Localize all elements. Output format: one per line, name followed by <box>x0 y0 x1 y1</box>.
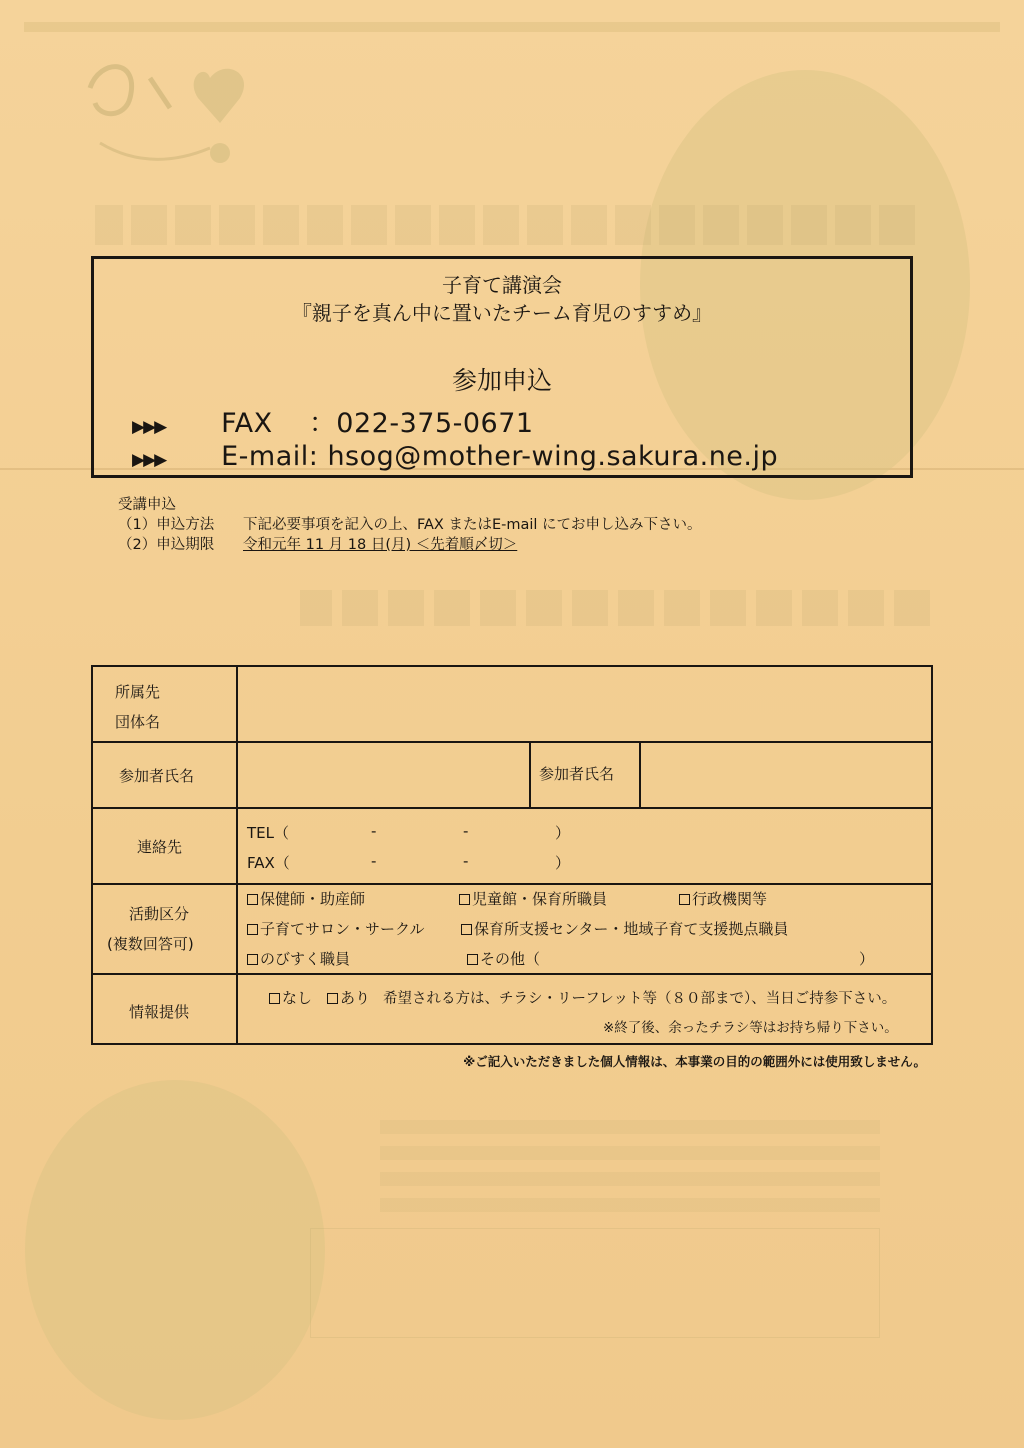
deadline-text: 令和元年 11 月 18 日(月) ＜先着順〆切＞ <box>243 537 518 553</box>
info-instruction: 希望される方は、チラシ・リーフレット等（８０部まで）、当日ご持参下さい。 <box>383 991 897 1007</box>
checkbox-icon[interactable] <box>327 993 338 1004</box>
show-through-text-band <box>95 205 915 245</box>
fax-number: ：022-375-0671 <box>308 408 534 439</box>
privacy-note: ※ご記入いただきました個人情報は、本事業の目的の範囲外には使用致しません。 <box>463 1054 926 1069</box>
tel-label: TEL（ <box>247 824 289 842</box>
other-close-paren: ） <box>859 950 875 968</box>
application-info <box>118 495 702 555</box>
checkbox-icon[interactable] <box>269 993 280 1004</box>
tel-close-paren: ） <box>555 824 571 842</box>
fax-label: FAX（ <box>247 854 290 872</box>
triple-triangle-arrow-icon: ▶▶▶ <box>132 450 166 470</box>
participant-name-input[interactable] <box>239 743 527 806</box>
triple-triangle-arrow-icon: ▶▶▶ <box>132 417 166 437</box>
application-form-table <box>91 665 933 1045</box>
affiliation-input[interactable] <box>239 667 931 741</box>
row-divider <box>93 973 931 975</box>
label-column-divider <box>236 667 238 1043</box>
activity-option-other[interactable]: その他（ <box>467 948 540 969</box>
show-through-text-block <box>380 1120 880 1220</box>
activity-option-nobisuku[interactable]: のびすく職員 <box>247 948 350 969</box>
apply-heading: 参加申込 <box>451 366 552 395</box>
activity-option-health-nurse[interactable]: 保健師・助産師 <box>247 888 365 909</box>
show-through-box <box>310 1228 880 1338</box>
activity-option-government[interactable]: 行政機関等 <box>679 888 767 909</box>
info-provision-label: 情報提供 <box>129 1003 190 1021</box>
title-box <box>91 256 913 478</box>
checkbox-icon[interactable] <box>247 954 258 965</box>
top-stripe <box>24 22 1000 32</box>
checkbox-icon[interactable] <box>461 924 472 935</box>
row-divider <box>93 883 931 885</box>
email-label: E-mail: <box>221 441 319 472</box>
tel-input[interactable] <box>303 817 553 843</box>
event-subtitle: 『親子を真ん中に置いたチーム育児のすすめ』 <box>291 301 713 325</box>
participant-name-label-2: 参加者氏名 <box>539 765 615 783</box>
checkbox-icon[interactable] <box>679 894 690 905</box>
checkbox-icon[interactable] <box>247 894 258 905</box>
method-label: （1）申込方法 <box>118 517 215 533</box>
fax-input[interactable] <box>303 847 553 873</box>
deadline-label: （2）申込期限 <box>118 537 215 553</box>
checkbox-icon[interactable] <box>467 954 478 965</box>
fax-dash-2: - <box>463 852 469 870</box>
checkbox-icon[interactable] <box>247 924 258 935</box>
fax-label: FAX <box>221 408 273 439</box>
fax-close-paren: ） <box>555 854 571 872</box>
event-type-title: 子育て講演会 <box>442 273 562 297</box>
fax-dash-1: - <box>371 852 377 870</box>
group-name-label: 団体名 <box>115 713 161 731</box>
contact-label: 連絡先 <box>137 838 183 856</box>
row-divider <box>93 807 931 809</box>
multiple-answers-label: (複数回答可) <box>107 935 194 953</box>
participant-name-label: 参加者氏名 <box>119 767 195 785</box>
show-through-text-band-2 <box>300 590 930 626</box>
other-activity-input[interactable] <box>551 945 851 969</box>
info-yes-option[interactable]: あり <box>327 987 370 1008</box>
show-through-circle-2 <box>25 1080 325 1420</box>
tel-dash-1: - <box>371 822 377 840</box>
email-contact-row <box>132 441 778 472</box>
method-text: 下記必要事項を記入の上、FAX またはE-mail にてお申し込み下さい。 <box>243 517 702 533</box>
home-start-logo-show-through <box>80 48 260 173</box>
fax-contact-row <box>132 401 534 440</box>
info-none-option[interactable]: なし <box>269 987 312 1008</box>
email-address[interactable]: hsog@mother-wing.sakura.ne.jp <box>327 441 779 472</box>
activity-label: 活動区分 <box>129 905 190 923</box>
tel-dash-2: - <box>463 822 469 840</box>
activity-option-childrens-hall[interactable]: 児童館・保育所職員 <box>459 888 607 909</box>
participant-divider <box>529 741 531 807</box>
activity-option-support-center[interactable]: 保育所支援センター・地域子育て支援拠点職員 <box>461 918 788 939</box>
activity-option-salon-circle[interactable]: 子育てサロン・サークル <box>247 918 425 939</box>
info-note: ※終了後、余ったチラシ等はお持ち帰り下さい。 <box>603 1020 898 1036</box>
application-heading: 受講申込 <box>118 497 176 513</box>
participant-name-input-2[interactable] <box>641 743 931 806</box>
affiliation-label: 所属先 <box>115 683 161 701</box>
checkbox-icon[interactable] <box>459 894 470 905</box>
